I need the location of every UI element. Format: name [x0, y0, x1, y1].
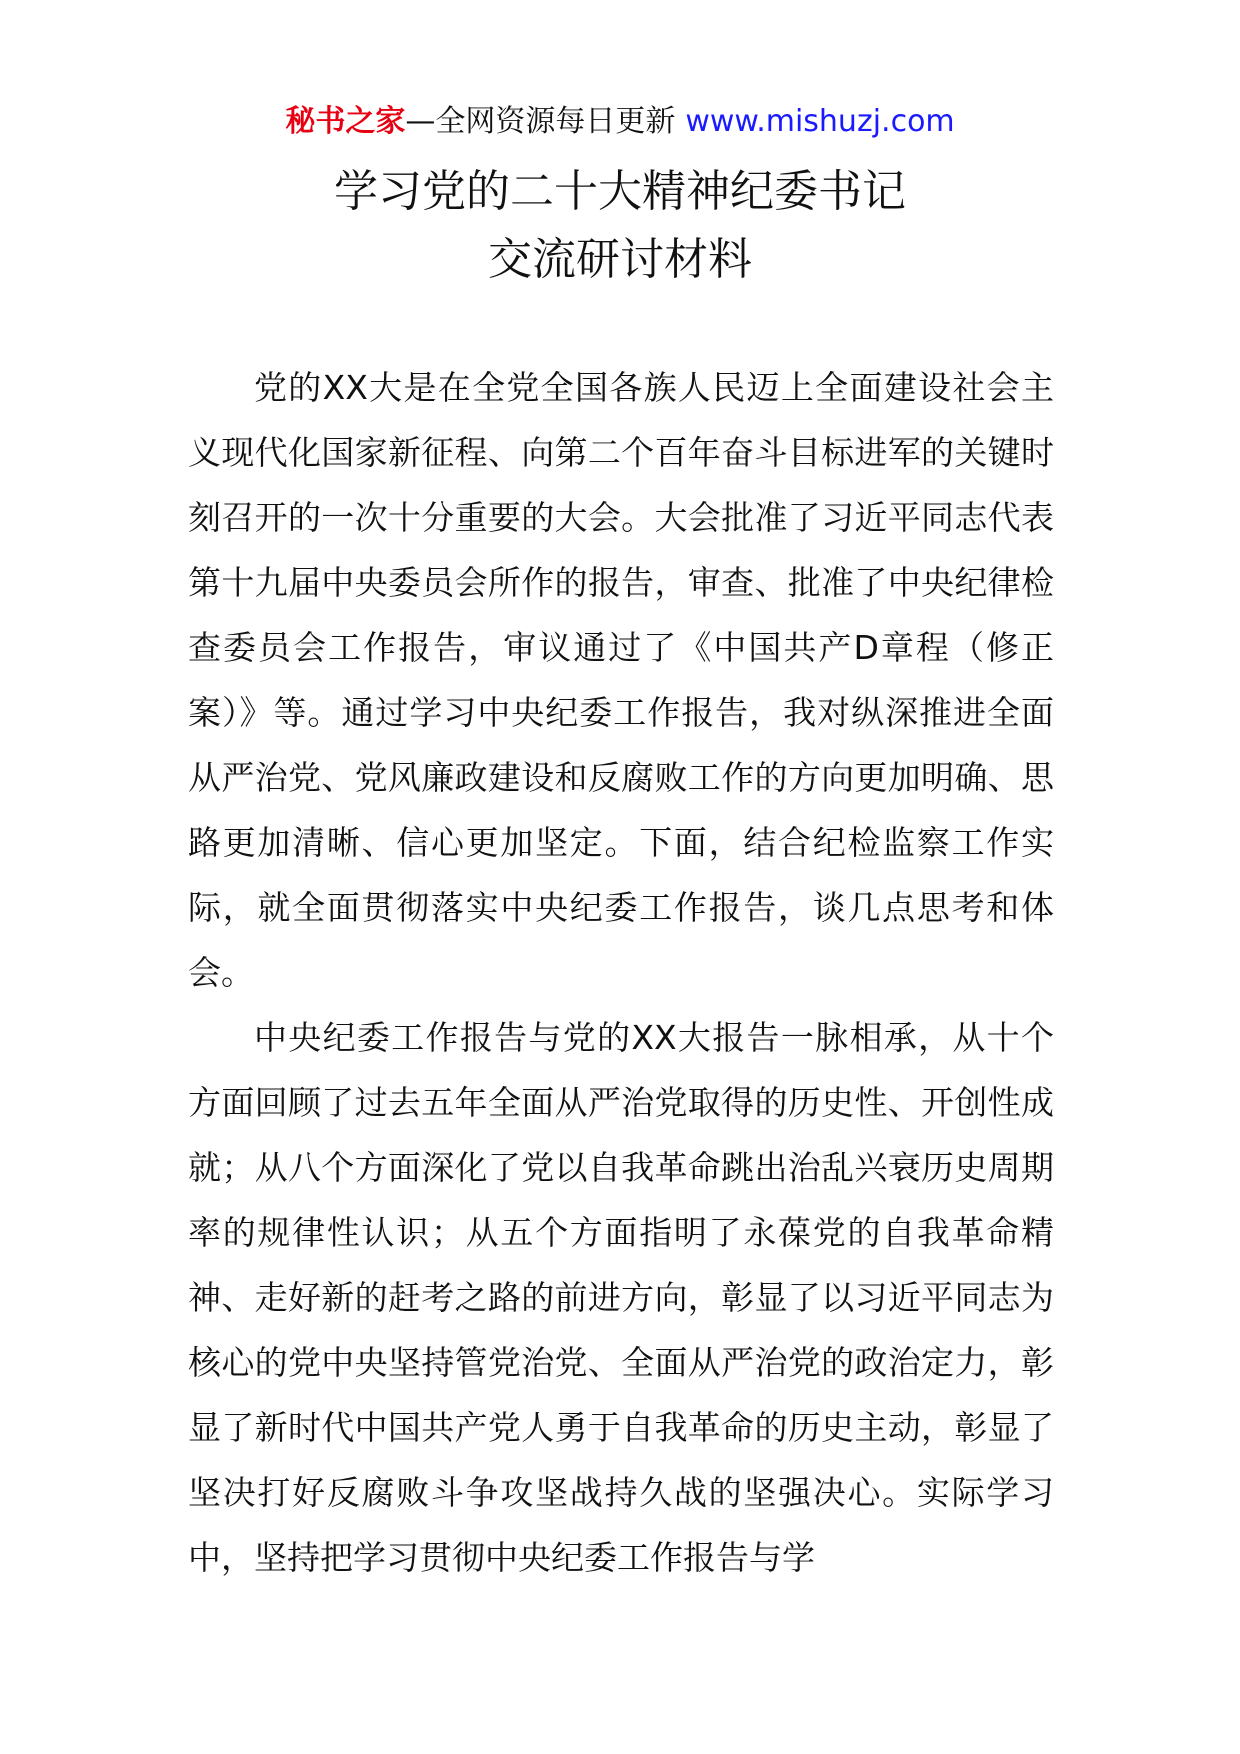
site-url-link[interactable]: www.mishuzj.com: [685, 104, 955, 139]
document-title-line-1: 学习党的二十大精神纪委书记: [334, 166, 906, 217]
body-paragraph-2: 中央纪委工作报告与党的XX大报告一脉相承，从十个方面回顾了过去五年全面从严治党取得的历史性、开创性成就；从八个方面深化了党以自我革命跳出治乱兴衰历史周期率的规律性认识；从五个方面指明了永葆党的自我革命精神、走好新的赶考之路的前进方向，彰显了以习近平同志为核心的党中央坚持管党治党、全面从严治党的政治定力，彰显了新时代中国共产党人勇于自我革命的历史主动，彰显了坚决打好反腐败斗争攻坚战持久战的坚强决心。实际学习中，坚持把学习贯彻中央纪委工作报告与学: [188, 1018, 1054, 1577]
header-tagline: —全网资源每日更新: [405, 104, 676, 139]
body-paragraph-1: 党的XX大是在全党全国各族人民迈上全面建设社会主义现代化国家新征程、向第二个百年奋斗目标进军的关键时刻召开的一次十分重要的大会。大会批准了习近平同志代表第十九届中央委员会所作的报告，审查、批准了中央纪律检查委员会工作报告，审议通过了《中国共产D章程（修正案）》等。通过学习中央纪委工作报告，我对纵深推进全面从严治党、党风廉政建设和反腐败工作的方向更加明确、思路更加清晰、信心更加坚定。下面，结合纪检监察工作实际，就全面贯彻落实中央纪委工作报告，谈几点思考和体会。: [188, 368, 1054, 992]
site-header: [0, 102, 1240, 142]
document-body: [188, 355, 1054, 1590]
document-title-line-2: 交流研讨材料: [488, 234, 752, 285]
brand-name: 秘书之家: [285, 104, 406, 139]
